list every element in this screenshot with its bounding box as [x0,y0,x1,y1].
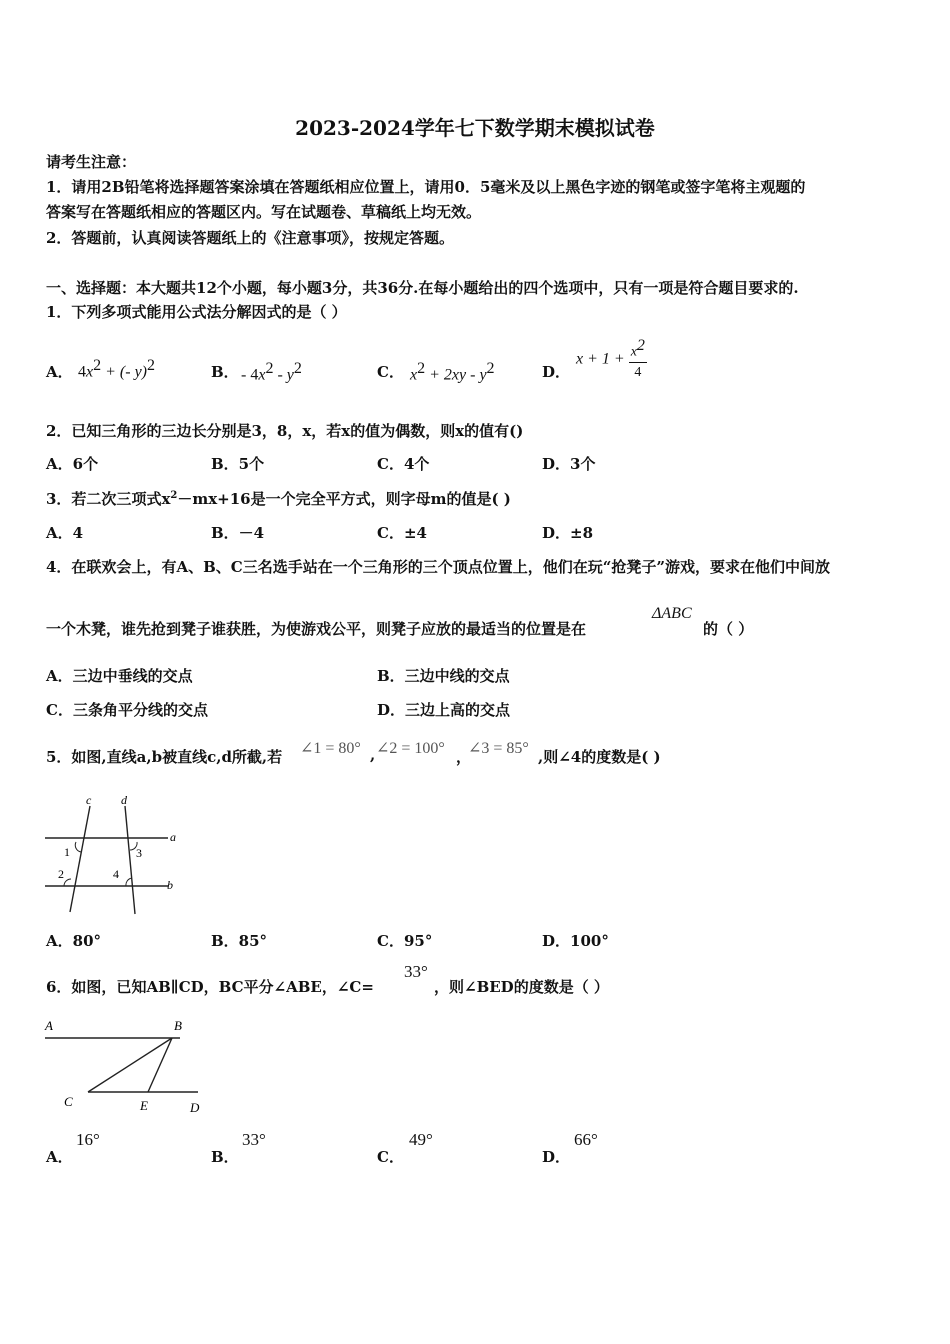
q3-option-b: B．－4 [211,524,265,542]
q1-a-exp2: 2 [147,357,155,374]
q5-arc-1 [75,842,81,852]
q5-option-b: B．85° [211,932,268,950]
q1-option-b [241,360,302,384]
q5-stem-a: 5．如图,直线a,b被直线c,d所截,若 [46,748,283,766]
q5-line-d [125,806,135,914]
q1-c-var: x [410,366,418,384]
q6-value-a: 16° [76,1130,100,1149]
q1-option-a [78,357,155,381]
q5-label-d: d [121,793,127,807]
q5-label-4: 4 [113,867,119,881]
q1-d-num: x [630,344,637,360]
q5-sep-1: , [370,746,376,764]
q4-line-2b: 的（ ） [703,620,754,638]
q5-option-a: A．80° [46,932,102,950]
q6-stem-b: ，则∠BED的度数是（ ） [434,978,609,996]
q5-sep-2: ， [456,748,472,766]
q6-label-c: C [64,1094,73,1109]
q3-option-d: D．±8 [542,524,594,542]
q5-label-a: a [170,830,176,844]
q5-angle-3: ∠3 = 85° [468,740,529,757]
q6-figure [40,1014,215,1118]
q2-option-c: C．4个 [377,455,430,473]
q1-a-var: x [86,363,94,381]
q1-label-c: C． [377,363,404,381]
q2-option-b: B．5个 [211,455,265,473]
notice-heading: 请考生注意： [46,153,137,171]
q1-label-d: D． [542,363,571,381]
q2-option-d: D．3个 [542,455,596,473]
q6-label-c-option: C． [377,1148,404,1166]
q1-a-coef: 4 [78,363,86,381]
q1-a-rest: + (- y) [101,363,147,381]
q4-line-2a: 一个木凳，谁先抢到凳子谁获胜，为使游戏公平，则凳子应放的最适当的位置是在 [46,620,587,638]
q6-stem-a: 6．如图，已知AB∥CD，BC平分∠ABE，∠C= [46,978,374,996]
notice-line-2: 2．答题前，认真阅读答题纸上的《注意事项》，按规定答题。 [46,229,454,247]
q1-c-mid: + 2xy - y [425,366,487,384]
q1-d-num-exp: 2 [636,337,645,354]
q6-angle: 33° [404,962,428,981]
q5-label-b: b [167,878,173,892]
page-title: 2023-2024学年七下数学期末模拟试卷 [295,116,655,140]
q5-arc-2 [64,879,71,886]
q1-b-exp: 2 [265,360,274,377]
q5-stem-b: ,则∠4的度数是( ) [538,748,661,766]
q1-stem: 1．下列多项式能用公式法分解因式的是（ ） [46,303,347,321]
q4-option-a: A．三边中垂线的交点 [46,667,193,685]
q6-label-d-option: D． [542,1148,571,1166]
q5-line-c [70,806,90,912]
q6-value-c: 49° [409,1130,433,1149]
q4-option-c: C．三条角平分线的交点 [46,701,208,719]
q6-label-b-option: B． [211,1148,239,1166]
notice-line-1a: 1．请用2B铅笔将选择题答案涂填在答题纸相应位置上，请用0．5毫米及以上黑色字迹的钢笔或签字笔将主观题的 [46,178,806,196]
q1-b-var: x [258,366,266,384]
q3-stem-a: 3．若二次三项式x [46,490,171,508]
q4-option-d: D．三边上高的交点 [377,701,511,719]
q6-label-e: E [140,1098,148,1113]
q6-value-d: 66° [574,1130,598,1149]
q1-c-exp: 2 [417,360,426,377]
q2-stem: 2．已知三角形的三边长分别是3，8，x，若x的值为偶数，则x的值有() [46,422,524,440]
q1-b-mid: - y [273,366,294,384]
q2-option-a: A．6个 [46,455,99,473]
q4-line-1: 4．在联欢会上，有A、B、C三名选手站在一个三角形的三个顶点位置上，他们在玩“抢凳子”游戏，要求在他们中间放 [46,558,830,576]
q1-d-fraction [629,338,647,380]
q5-label-c: c [86,793,92,807]
q1-c-exp2: 2 [486,360,495,377]
notice-line-1b: 答案写在答题纸相应的答题区内。写在试题卷、草稿纸上均无效。 [46,203,482,221]
q3-option-a: A．4 [46,524,84,542]
q5-label-1: 1 [64,845,70,859]
q5-option-c: C．95° [377,932,433,950]
q1-option-c [410,360,495,384]
q5-option-d: D．100° [542,932,609,950]
q6-value-b: 33° [242,1130,266,1149]
q1-b-exp2: 2 [293,360,302,377]
q4-option-b: B．三边中线的交点 [377,667,510,685]
q1-option-d [576,338,647,380]
q6-label-b: B [174,1018,182,1033]
q1-label-b: B． [211,363,239,381]
q5-angle-1: ∠1 = 80° [300,740,361,757]
q1-b-pre: - 4 [241,366,259,384]
q3-stem-sup: 2 [170,490,178,501]
q6-label-a: A [45,1018,53,1033]
q6-label-a-option: A． [46,1148,73,1166]
q1-d-pre: x + 1 + [576,350,629,368]
q5-label-3: 3 [136,846,142,860]
q5-figure [40,790,190,920]
q5-angle-2: ∠2 = 100° [376,740,445,757]
q5-label-2: 2 [58,867,64,881]
q1-a-exp: 2 [93,357,102,374]
section-heading: 一、选择题：本大题共12个小题，每小题3分，共36分.在每小题给出的四个选项中，只有一项是符合题目要求的. [46,279,799,297]
q3-option-c: C．±4 [377,524,427,542]
q1-d-den: 4 [634,364,642,380]
q4-triangle: ΔABC [652,605,692,622]
q3-stem [46,488,511,509]
q6-label-d: D [190,1100,200,1115]
q3-stem-b: －mx+16是一个完全平方式，则字母m的值是( ) [177,490,511,508]
q1-label-a: A． [46,363,73,381]
